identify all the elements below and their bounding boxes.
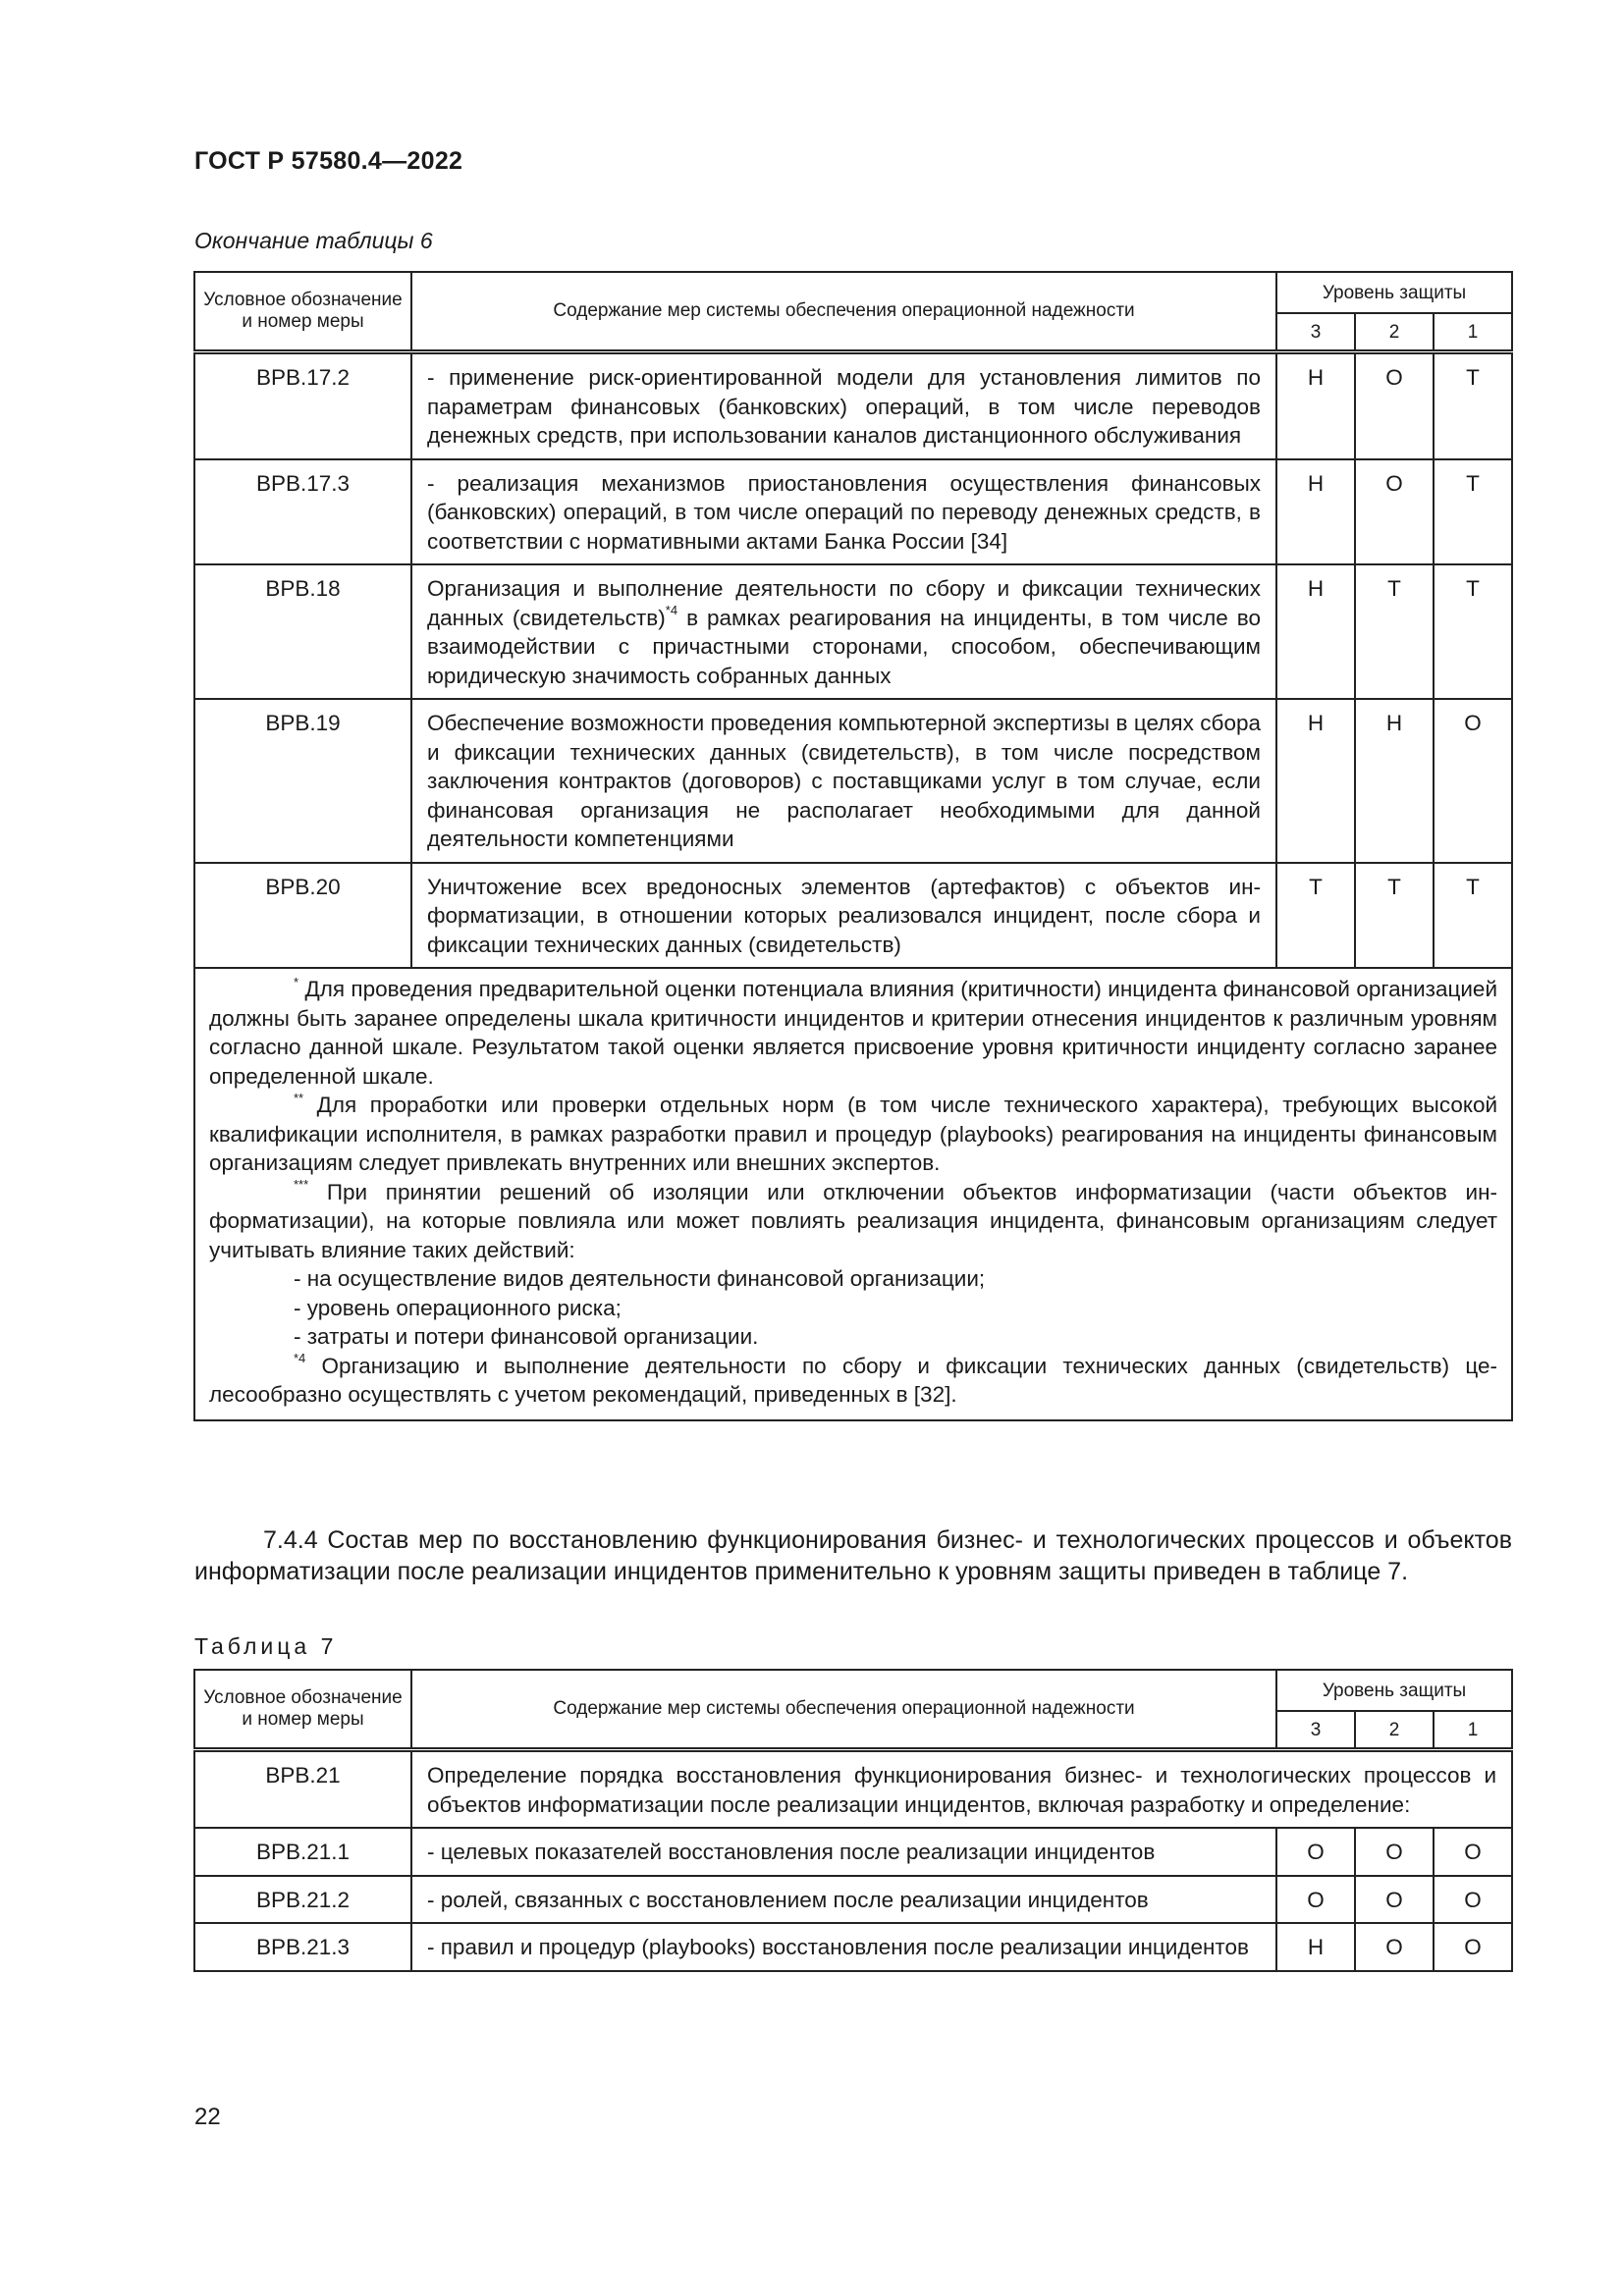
- description-text: Организация и выполнение деятельности по сбору и фиксации технических данных (свидетельств): [427, 576, 1261, 630]
- level-3-mark: Н: [1276, 459, 1355, 565]
- level-2-mark: О: [1355, 1923, 1434, 1971]
- column-header-content: Содержание мер системы обеспечения операционной надежности: [411, 272, 1276, 352]
- column-header-code: Условное обозначение и номер меры: [194, 272, 411, 352]
- footnote-marker: **: [294, 1090, 304, 1105]
- measure-description: [411, 564, 1276, 699]
- table-row: [194, 1750, 1512, 1829]
- level-2-mark: О: [1355, 1828, 1434, 1876]
- footnote-text: При принятии решений об изоляции или отключении объектов информатизации (части объектов информатизации), на которые повлияла или может повлиять реализация инцидента, финансовым организациям следует учитывать влияние таких действий:: [209, 1179, 1498, 1262]
- footnote-marker: *4: [294, 1351, 306, 1365]
- footnote-reference: *4: [665, 603, 678, 617]
- level-2-mark: О: [1355, 459, 1434, 565]
- page-number: 22: [194, 2104, 221, 2130]
- level-1-mark: Т: [1434, 352, 1512, 459]
- measure-description: - реализация механизмов приостановления осуществления финансовых (банковских) операций, в том числе операций по переводу денежных средств, в соответствии с нормативными актами Банка России [34]: [411, 459, 1276, 565]
- column-header-level-2: 2: [1355, 1711, 1434, 1750]
- footnote-text: Для проведения предварительной оценки потенциала влияния (критичности) инцидента финансовой организацией должны быть заранее определены шкала критичности инцидентов и критерии отнесения инцидентов к различным уровням согласно данной шкале. Результатом такой оценки является присвоение уровня критичности инциденту согласно заранее определенной шкале.: [209, 977, 1498, 1089]
- measure-code: ВРВ.21.3: [194, 1923, 411, 1971]
- table-row: [194, 1828, 1512, 1876]
- footnote-text: Для проработки или проверки отдельных норм (в том числе технического характера), требующих высокой квалификации исполнителя, в рамках разработки правил и процедур (playbooks) реагирования на инциденты финансовым организациям следует привлекать внутренних или внешних экспертов.: [209, 1093, 1498, 1175]
- level-1-mark: О: [1434, 1876, 1512, 1924]
- footnote-text: Организацию и выполнение деятельности по сбору и фиксации технических данных (свидетельств) целесообразно осуществлять с учетом рекомендаций, приведенных в [32].: [209, 1353, 1498, 1407]
- level-1-mark: Т: [1434, 564, 1512, 699]
- table-7-label: Таблица 7: [194, 1633, 338, 1659]
- level-3-mark: О: [1276, 1828, 1355, 1876]
- footnote-marker: ***: [294, 1177, 309, 1192]
- footnotes-row: [194, 968, 1512, 1420]
- level-2-mark: Т: [1355, 863, 1434, 969]
- table-row: [194, 863, 1512, 969]
- table-row: [194, 352, 1512, 459]
- table-6: [193, 271, 1513, 1421]
- footnote-list-item: - на осуществление видов деятельности финансовой организации;: [294, 1266, 986, 1291]
- level-2-mark: Т: [1355, 564, 1434, 699]
- level-2-mark: О: [1355, 352, 1434, 459]
- measure-description: Определение порядка восстановления функционирования бизнес- и технологических процессов и объектов информатизации после реализации инцидентов, включая разработку и определение:: [411, 1750, 1512, 1829]
- table-row: [194, 564, 1512, 699]
- measure-code: ВРВ.20: [194, 863, 411, 969]
- level-3-mark: Н: [1276, 699, 1355, 863]
- column-header-code: Условное обозначение и номер меры: [194, 1670, 411, 1750]
- footnote-1: [209, 975, 1497, 1091]
- column-header-level-2: 2: [1355, 313, 1434, 352]
- column-header-protection-level: Уровень защиты: [1276, 1670, 1512, 1711]
- level-3-mark: Н: [1276, 1923, 1355, 1971]
- level-1-mark: О: [1434, 1828, 1512, 1876]
- level-3-mark: Т: [1276, 863, 1355, 969]
- table-7: [193, 1669, 1513, 1972]
- description-text: в рамках реагирования на инциденты, в том числе во взаимодействии с причастными сторонами, способом, обеспечивающим юридическую значимость собранных данных: [427, 605, 1261, 688]
- level-3-mark: О: [1276, 1876, 1355, 1924]
- column-header-protection-level: Уровень защиты: [1276, 272, 1512, 313]
- level-2-mark: Н: [1355, 699, 1434, 863]
- level-1-mark: О: [1434, 699, 1512, 863]
- measure-code: ВРВ.21: [194, 1750, 411, 1829]
- measure-description: Обеспечение возможности проведения компьютерной экспертизы в целях сбора и фиксации технических данных (свидетельств), в том числе посредством заключения контрактов (договоров) с поставщиками услуг в том случае, если финансовая организация не располагает необходимыми для данной деятельности компетенциями: [411, 699, 1276, 863]
- measure-code: ВРВ.19: [194, 699, 411, 863]
- table-6-caption: Окончание таблицы 6: [194, 228, 433, 253]
- measure-code: ВРВ.21.2: [194, 1876, 411, 1924]
- table-row: [194, 1876, 1512, 1924]
- measure-code: ВРВ.17.3: [194, 459, 411, 565]
- table-row: [194, 1923, 1512, 1971]
- level-1-mark: Т: [1434, 459, 1512, 565]
- measure-code: ВРВ.18: [194, 564, 411, 699]
- level-3-mark: Н: [1276, 564, 1355, 699]
- footnote-list-item: - затраты и потери финансовой организации.: [294, 1324, 759, 1349]
- column-header-level-1: 1: [1434, 313, 1512, 352]
- footnote-marker: *: [294, 974, 299, 989]
- level-2-mark: О: [1355, 1876, 1434, 1924]
- level-3-mark: Н: [1276, 352, 1355, 459]
- column-header-level-3: 3: [1276, 313, 1355, 352]
- footnotes: [194, 968, 1512, 1420]
- level-1-mark: Т: [1434, 863, 1512, 969]
- measure-description: - правил и процедур (playbooks) восстановления после реализации инцидентов: [411, 1923, 1276, 1971]
- footnote-4: [209, 1352, 1497, 1410]
- measure-description: - целевых показателей восстановления после реализации инцидентов: [411, 1828, 1276, 1876]
- footnote-list-item: - уровень операционного риска;: [294, 1295, 622, 1320]
- column-header-level-1: 1: [1434, 1711, 1512, 1750]
- table-row: [194, 459, 1512, 565]
- column-header-level-3: 3: [1276, 1711, 1355, 1750]
- measure-code: ВРВ.21.1: [194, 1828, 411, 1876]
- measure-description: - применение риск-ориентированной модели для установления лимитов по параметрам финансовых (банковских) операций, в том числе переводов денежных средств, при использовании каналов дистанционного обслуживания: [411, 352, 1276, 459]
- document-code: ГОСТ Р 57580.4—2022: [194, 147, 463, 175]
- measure-description: - ролей, связанных с восстановлением после реализации инцидентов: [411, 1876, 1276, 1924]
- measure-code: ВРВ.17.2: [194, 352, 411, 459]
- measure-description: Уничтожение всех вредоносных элементов (артефактов) с объектов информатизации, в отношении которых реализовался инцидент, после сбора и фиксации технических данных (свидетельств): [411, 863, 1276, 969]
- section-paragraph: 7.4.4 Состав мер по восстановлению функционирования бизнес- и технологических процессов и объектов информатизации после реализации инцидентов применительно к уровням защиты приведен в таблице 7.: [194, 1526, 1512, 1585]
- level-1-mark: О: [1434, 1923, 1512, 1971]
- column-header-content: Содержание мер системы обеспечения операционной надежности: [411, 1670, 1276, 1750]
- footnote-2: [209, 1091, 1497, 1178]
- footnote-3: [209, 1178, 1497, 1265]
- table-row: [194, 699, 1512, 863]
